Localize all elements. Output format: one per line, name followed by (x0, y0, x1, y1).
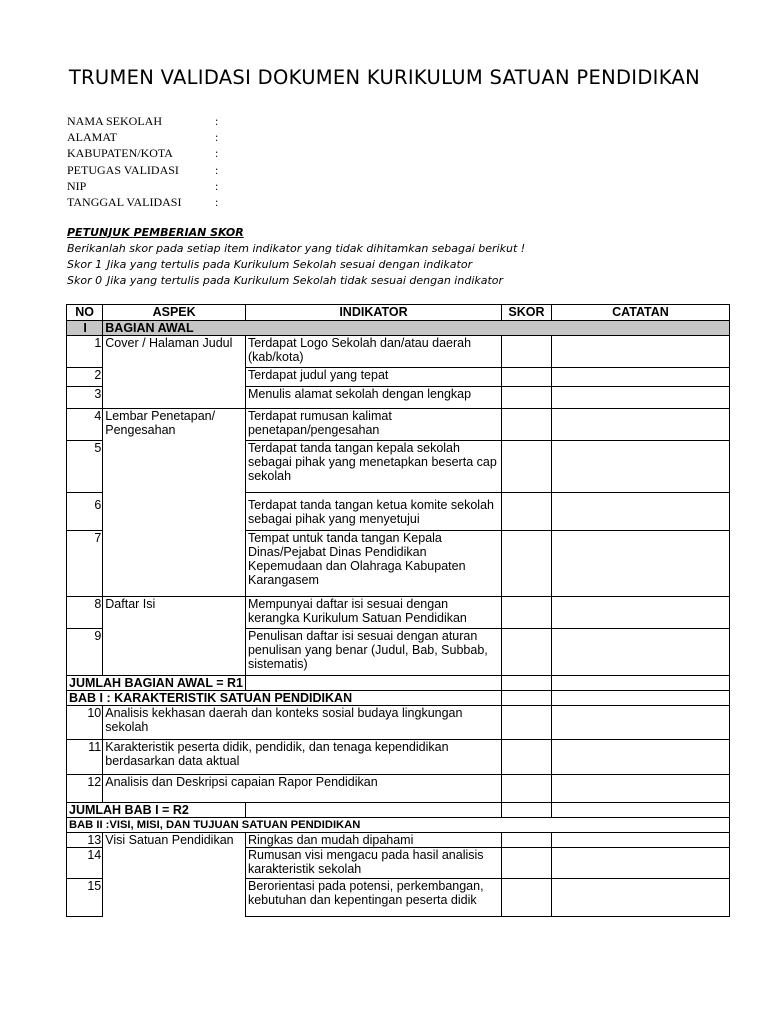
skor-cell[interactable] (501, 629, 551, 676)
item-no: 1 (67, 336, 103, 368)
section-label: BAGIAN AWAL (103, 321, 730, 336)
field-tanggal-validasi: TANGGAL VALIDASI : (67, 194, 219, 209)
item-indikator: Terdapat tanda tangan ketua komite sekolah sebagai pihak yang menyetujui (245, 493, 501, 531)
header-aspek: ASPEK (103, 305, 246, 321)
item-no: 15 (67, 879, 103, 917)
document-title: TRUMEN VALIDASI DOKUMEN KURIKULUM SATUAN PENDIDIKAN (68, 66, 700, 89)
item-no: 13 (67, 833, 103, 848)
item-indikator: Rumusan visi mengacu pada hasil analisis karakteristik sekolah (245, 848, 501, 879)
item-no: 10 (67, 706, 103, 740)
skor-cell[interactable] (501, 597, 551, 629)
header-indikator: INDIKATOR (245, 305, 501, 321)
table-row (67, 441, 730, 493)
skor-cell[interactable] (501, 740, 551, 775)
catatan-cell[interactable] (551, 833, 729, 848)
table-row (67, 740, 730, 775)
table-row (67, 409, 730, 441)
guide-heading: PETUNJUK PEMBERIAN SKOR (67, 226, 244, 239)
skor-cell[interactable] (501, 691, 551, 706)
bab2-header-row (67, 818, 730, 833)
item-indikator: Terdapat Logo Sekolah dan/atau daerah (kab/kota) (245, 336, 501, 368)
catatan-cell[interactable] (551, 441, 729, 493)
aspect-cell (103, 629, 246, 676)
skor-cell[interactable] (501, 848, 551, 879)
field-nip: NIP : (67, 178, 219, 193)
table-row (67, 706, 730, 740)
skor-cell[interactable] (501, 441, 551, 493)
item-indikator: Terdapat rumusan kalimat penetapan/pengesahan (245, 409, 501, 441)
item-no: 5 (67, 441, 103, 493)
catatan-cell[interactable] (551, 740, 729, 775)
identity-fields (67, 113, 367, 210)
sum-empty (245, 676, 501, 691)
table-row (67, 531, 730, 597)
scoring-guide (67, 224, 525, 289)
skor-cell[interactable] (501, 493, 551, 531)
table-row (67, 597, 730, 629)
table-row (67, 493, 730, 531)
item-no: 11 (67, 740, 103, 775)
table-header-row (67, 305, 730, 321)
item-indikator: Menulis alamat sekolah dengan lengkap (245, 387, 501, 409)
catatan-cell[interactable] (551, 387, 729, 409)
aspect-cell (103, 441, 246, 493)
catatan-cell[interactable] (551, 368, 729, 387)
sum-row-bagian-awal (67, 676, 730, 691)
item-indikator: Ringkas dan mudah dipahami (245, 833, 501, 848)
item-indikator: Terdapat judul yang tepat (245, 368, 501, 387)
guide-rule-1: Skor 1 Jika yang tertulis pada Kurikulum Sekolah sesuai dengan indikator (67, 258, 473, 271)
item-no: 6 (67, 493, 103, 531)
section-row-bagian-awal (67, 321, 730, 336)
sum-row-bab1 (67, 803, 730, 818)
catatan-cell[interactable] (551, 336, 729, 368)
catatan-cell[interactable] (551, 879, 729, 917)
sum-empty (245, 803, 501, 818)
field-nama-sekolah: NAMA SEKOLAH : (67, 114, 219, 128)
skor-cell[interactable] (501, 706, 551, 740)
skor-cell[interactable] (501, 775, 551, 803)
item-no: 12 (67, 775, 103, 803)
header-skor: SKOR (501, 305, 551, 321)
field-alamat: ALAMAT : (67, 130, 219, 145)
table-row (67, 336, 730, 368)
item-indikator: Terdapat tanda tangan kepala sekolah sebagai pihak yang menetapkan beserta cap sekolah (245, 441, 501, 493)
table-row (67, 629, 730, 676)
item-no: 14 (67, 848, 103, 879)
catatan-cell[interactable] (551, 629, 729, 676)
header-catatan: CATATAN (551, 305, 729, 321)
item-no: 4 (67, 409, 103, 441)
item-indikator: Penulisan daftar isi sesuai dengan aturan penulisan yang benar (Judul, Bab, Subbab, sistematis) (245, 629, 501, 676)
skor-cell[interactable] (501, 803, 551, 818)
catatan-cell[interactable] (551, 597, 729, 629)
item-no: 7 (67, 531, 103, 597)
item-indikator: Mempunyai daftar isi sesuai dengan kerangka Kurikulum Satuan Pendidikan (245, 597, 501, 629)
catatan-cell[interactable] (551, 531, 729, 597)
aspect-cell (103, 493, 246, 531)
aspect-cell (103, 531, 246, 597)
item-indikator: Analisis dan Deskripsi capaian Rapor Pendidikan (103, 775, 502, 803)
aspect-cell (103, 368, 246, 387)
bab1-label: BAB I : KARAKTERISTIK SATUAN PENDIDIKAN (67, 691, 502, 706)
bab2-label: BAB II :VISI, MISI, DAN TUJUAN SATUAN PENDIDIKAN (67, 818, 730, 833)
catatan-cell[interactable] (551, 493, 729, 531)
table-row (67, 387, 730, 409)
aspect-cell (103, 387, 246, 409)
catatan-cell[interactable] (551, 676, 729, 691)
skor-cell[interactable] (501, 368, 551, 387)
validation-table (66, 304, 730, 917)
aspect-cover: Cover / Halaman Judul (103, 336, 246, 368)
item-indikator: Karakteristik peserta didik, pendidik, dan tenaga kependidikan berdasarkan data aktual (103, 740, 502, 775)
item-no: 3 (67, 387, 103, 409)
catatan-cell[interactable] (551, 409, 729, 441)
aspect-daftar: Daftar Isi (103, 597, 246, 629)
item-no: 2 (67, 368, 103, 387)
table-row (67, 775, 730, 803)
aspect-lembar: Lembar Penetapan/ Pengesahan (103, 409, 246, 441)
catatan-cell[interactable] (551, 848, 729, 879)
bab1-header-row (67, 691, 730, 706)
skor-cell[interactable] (501, 833, 551, 848)
item-indikator: Berorientasi pada potensi, perkembangan, kebutuhan dan kepentingan peserta didik (245, 879, 501, 917)
skor-cell[interactable] (501, 531, 551, 597)
field-kabupaten-kota: KABUPATEN/KOTA : (67, 146, 219, 161)
item-no: 8 (67, 597, 103, 629)
item-indikator: Tempat untuk tanda tangan Kepala Dinas/Pejabat Dinas Pendidikan Kepemudaan dan Olahraga Kabupaten Karangasem (245, 531, 501, 597)
sum-label: JUMLAH BAB I = R2 (67, 803, 246, 818)
skor-cell[interactable] (501, 336, 551, 368)
guide-rule-0: Skor 0 Jika yang tertulis pada Kurikulum Sekolah tidak sesuai dengan indikator (67, 274, 504, 287)
sum-label: JUMLAH BAGIAN AWAL = R1 (67, 676, 246, 691)
skor-cell[interactable] (501, 676, 551, 691)
field-petugas-validasi: PETUGAS VALIDASI : (67, 162, 219, 177)
skor-cell[interactable] (501, 387, 551, 409)
item-no: 9 (67, 629, 103, 676)
catatan-cell[interactable] (551, 706, 729, 740)
skor-cell[interactable] (501, 409, 551, 441)
header-no: NO (67, 305, 103, 321)
catatan-cell[interactable] (551, 803, 729, 818)
guide-intro: Berikanlah skor pada setiap item indikator yang tidak dihitamkan sebagai berikut ! (67, 242, 526, 255)
table-row (67, 368, 730, 387)
aspect-visi: Visi Satuan Pendidikan (103, 833, 246, 917)
table-row (67, 833, 730, 848)
skor-cell[interactable] (501, 879, 551, 917)
section-no: I (67, 321, 103, 336)
catatan-cell[interactable] (551, 775, 729, 803)
item-indikator: Analisis kekhasan daerah dan konteks sosial budaya lingkungan sekolah (103, 706, 502, 740)
catatan-cell[interactable] (551, 691, 729, 706)
